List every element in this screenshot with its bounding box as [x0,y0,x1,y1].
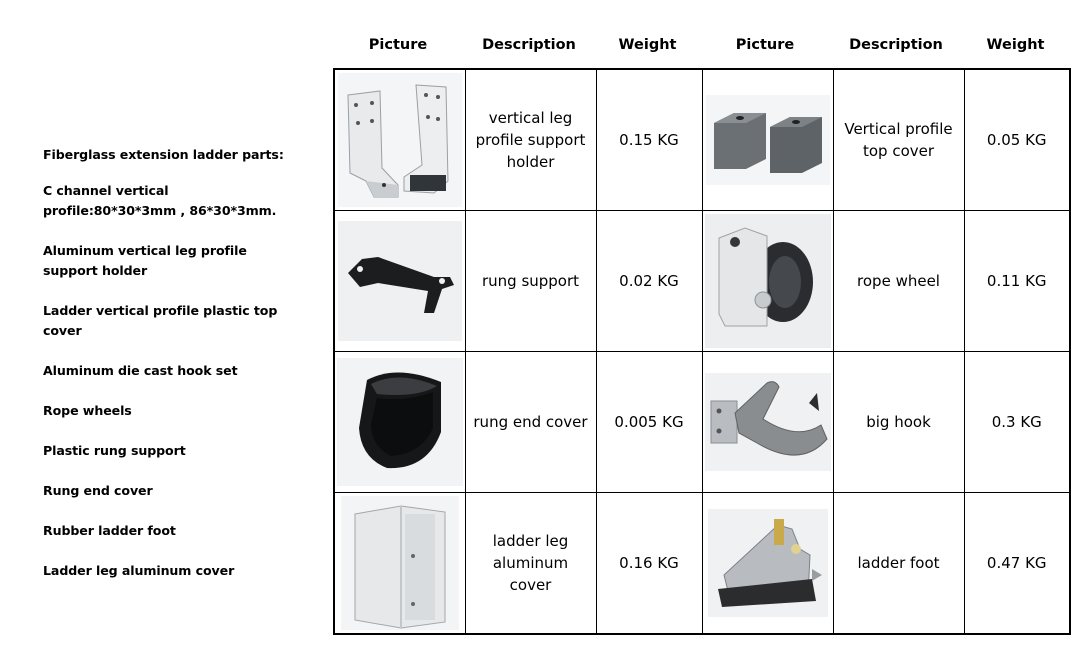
leg-aluminum-cover-photo [341,496,459,630]
description-cell: big hook [833,352,964,493]
header-picture: Picture [735,37,795,53]
description-cell: ladder foot [833,493,964,635]
header-description: Description [482,37,576,53]
weight-cell: 0.005 KG [596,352,702,493]
parts-list-item: Rubber ladder foot [43,523,176,538]
picture-cell [702,352,833,493]
description-cell: rung support [465,211,596,352]
parts-list-item: C channel vertical profile:80*30*3mm , 86*30*3mm. [43,183,277,218]
parts-list-item: Ladder leg aluminum cover [43,563,235,578]
table-row [334,352,1070,493]
picture-cell [702,69,833,211]
parts-list [43,145,313,601]
rope-wheel-photo [705,214,831,348]
description-cell: vertical leg profile support holder [465,69,596,211]
weight-cell: 0.05 KG [964,69,1070,211]
description-cell: rung end cover [465,352,596,493]
table-header-row [333,37,1069,57]
description-cell: rope wheel [833,211,964,352]
picture-cell [334,352,465,493]
picture-cell [334,69,465,211]
header-weight: Weight [986,37,1045,53]
picture-cell [702,211,833,352]
picture-cell [702,493,833,635]
big-hook-photo [705,373,831,471]
table-row [334,211,1070,352]
ladder-foot-photo [708,509,828,617]
rung-end-cover-photo [337,358,463,486]
header-weight: Weight [618,37,677,53]
parts-list-item: Aluminum vertical leg profile support holder [43,243,247,278]
table-row [334,69,1070,211]
top-cover-photo [706,95,830,185]
parts-list-title: Fiberglass extension ladder parts: [43,147,284,162]
description-cell: Vertical profile top cover [833,69,964,211]
parts-list-item: Aluminum die cast hook set [43,363,238,378]
parts-list-item: Rope wheels [43,403,132,418]
parts-list-item: Rung end cover [43,483,153,498]
parts-list-item: Plastic rung support [43,443,186,458]
picture-cell [334,211,465,352]
table-row [334,493,1070,635]
leg-support-holder-photo [338,73,462,207]
weight-cell: 0.02 KG [596,211,702,352]
weight-cell: 0.47 KG [964,493,1070,635]
description-cell: ladder leg aluminum cover [465,493,596,635]
weight-cell: 0.15 KG [596,69,702,211]
weight-cell: 0.16 KG [596,493,702,635]
weight-cell: 0.11 KG [964,211,1070,352]
parts-table [333,68,1071,635]
parts-list-item: Ladder vertical profile plastic top cover [43,303,278,338]
rung-support-photo [338,221,462,341]
header-picture: Picture [368,37,428,53]
weight-cell: 0.3 KG [964,352,1070,493]
picture-cell [334,493,465,635]
header-description: Description [849,37,943,53]
